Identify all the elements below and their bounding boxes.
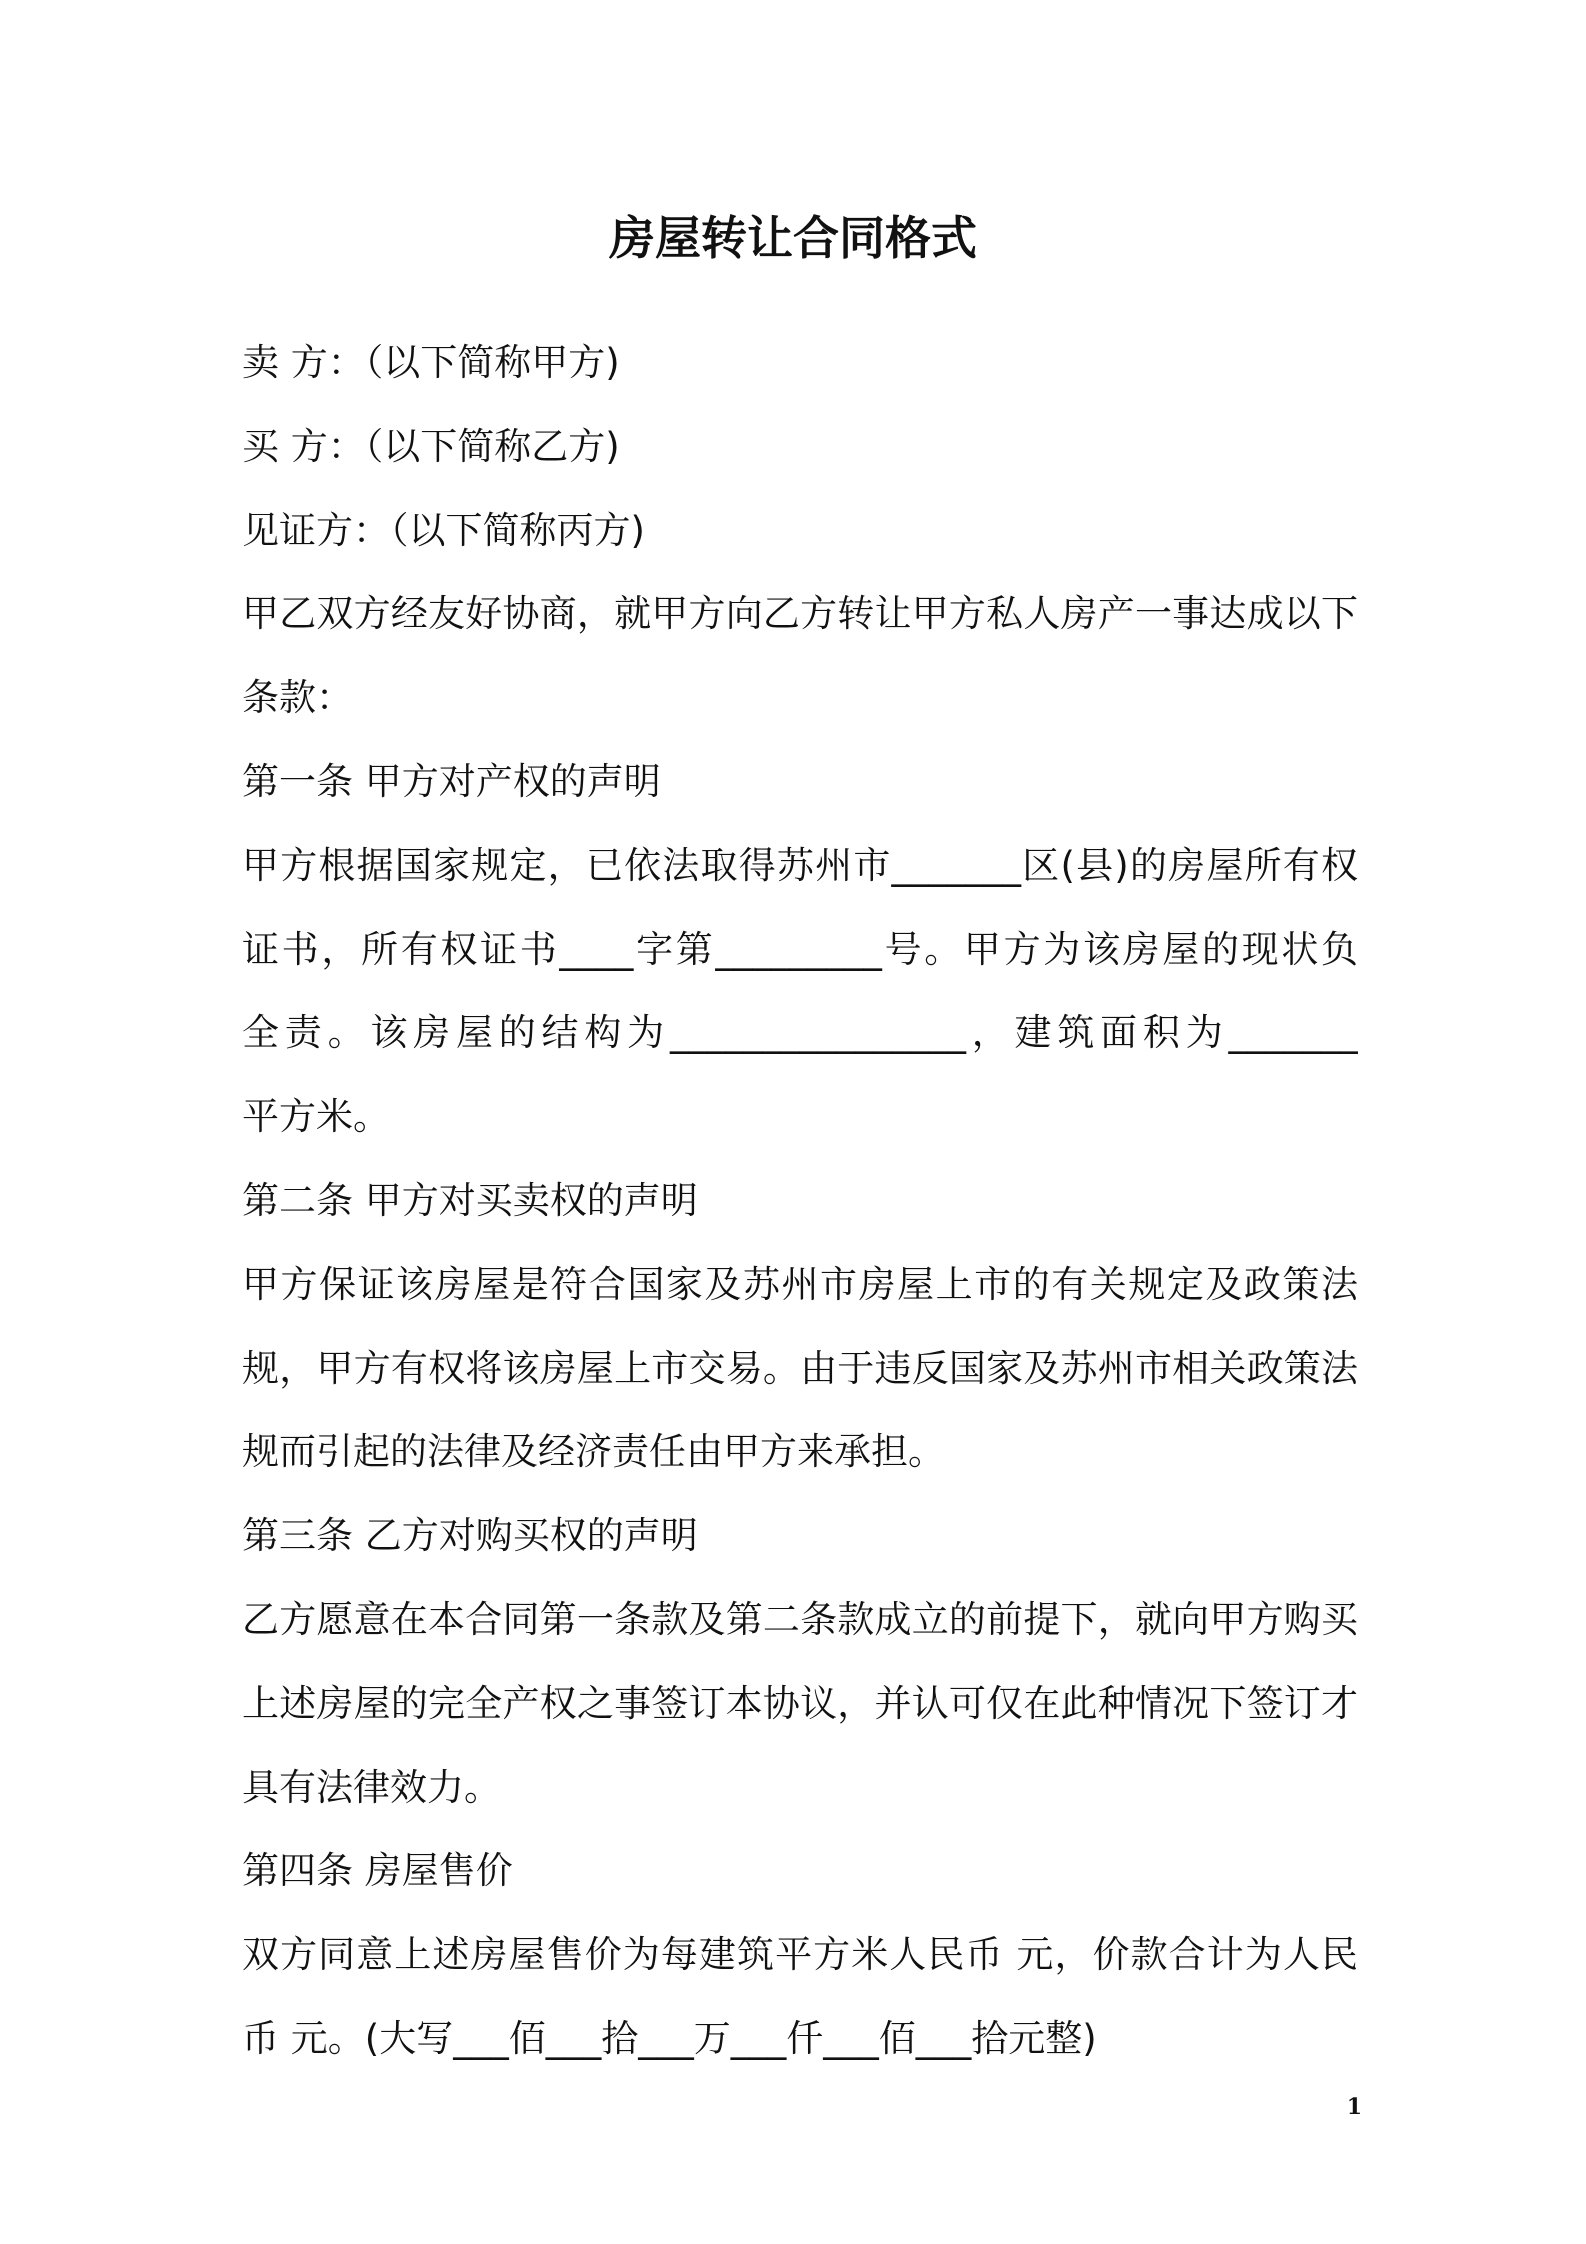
paragraph-line: 甲方根据国家规定，已依法取得苏州市_______区(县)的房屋所有权 [242, 843, 1358, 887]
contract-body [242, 321, 1358, 2081]
paragraph-line: 全责。该房屋的结构为________________，建筑面积为_______ [242, 1011, 1358, 1055]
article-3-heading: 第三条 乙方对购买权的声明 [242, 1514, 698, 1558]
paragraph-line: 甲方保证该房屋是符合国家及苏州市房屋上市的有关规定及政策法 [242, 1262, 1358, 1306]
paragraph-line: 规而引起的法律及经济责任由甲方来承担。 [242, 1430, 945, 1474]
paragraph-line: 规，甲方有权将该房屋上市交易。由于违反国家及苏州市相关政策法 [242, 1346, 1358, 1390]
paragraph-line: 甲乙双方经友好协商，就甲方向乙方转让甲方私人房产一事达成以下 [242, 592, 1358, 636]
paragraph-line: 乙方愿意在本合同第一条款及第二条款成立的前提下，就向甲方购买 [242, 1597, 1358, 1641]
page-number: 1 [1346, 2094, 1362, 2120]
document-title: 房屋转让合同格式 [609, 211, 977, 265]
paragraph-line: 平方米。 [242, 1095, 390, 1139]
article-1-heading: 第一条 甲方对产权的声明 [242, 759, 661, 803]
witness-line: 见证方：（以下简称丙方) [242, 508, 645, 552]
buyer-line: 买 方：（以下简称乙方) [242, 424, 620, 468]
article-4-heading: 第四条 房屋售价 [242, 1849, 513, 1893]
paragraph-line: 具有法律效力。 [242, 1765, 501, 1809]
paragraph-line: 条款： [242, 676, 353, 720]
paragraph-line: 币 元。(大写___佰___拾___万___仟___佰___拾元整) [242, 2016, 1097, 2060]
paragraph-line: 上述房屋的完全产权之事签订本协议，并认可仅在此种情况下签订才 [242, 1681, 1358, 1725]
paragraph-line: 双方同意上述房屋售价为每建筑平方米人民币 元，价款合计为人民 [242, 1933, 1358, 1977]
article-2-heading: 第二条 甲方对买卖权的声明 [242, 1178, 698, 1222]
paragraph-line: 证书，所有权证书____字第_________号。甲方为该房屋的现状负 [242, 927, 1358, 971]
seller-line: 卖 方：（以下简称甲方) [242, 341, 620, 384]
